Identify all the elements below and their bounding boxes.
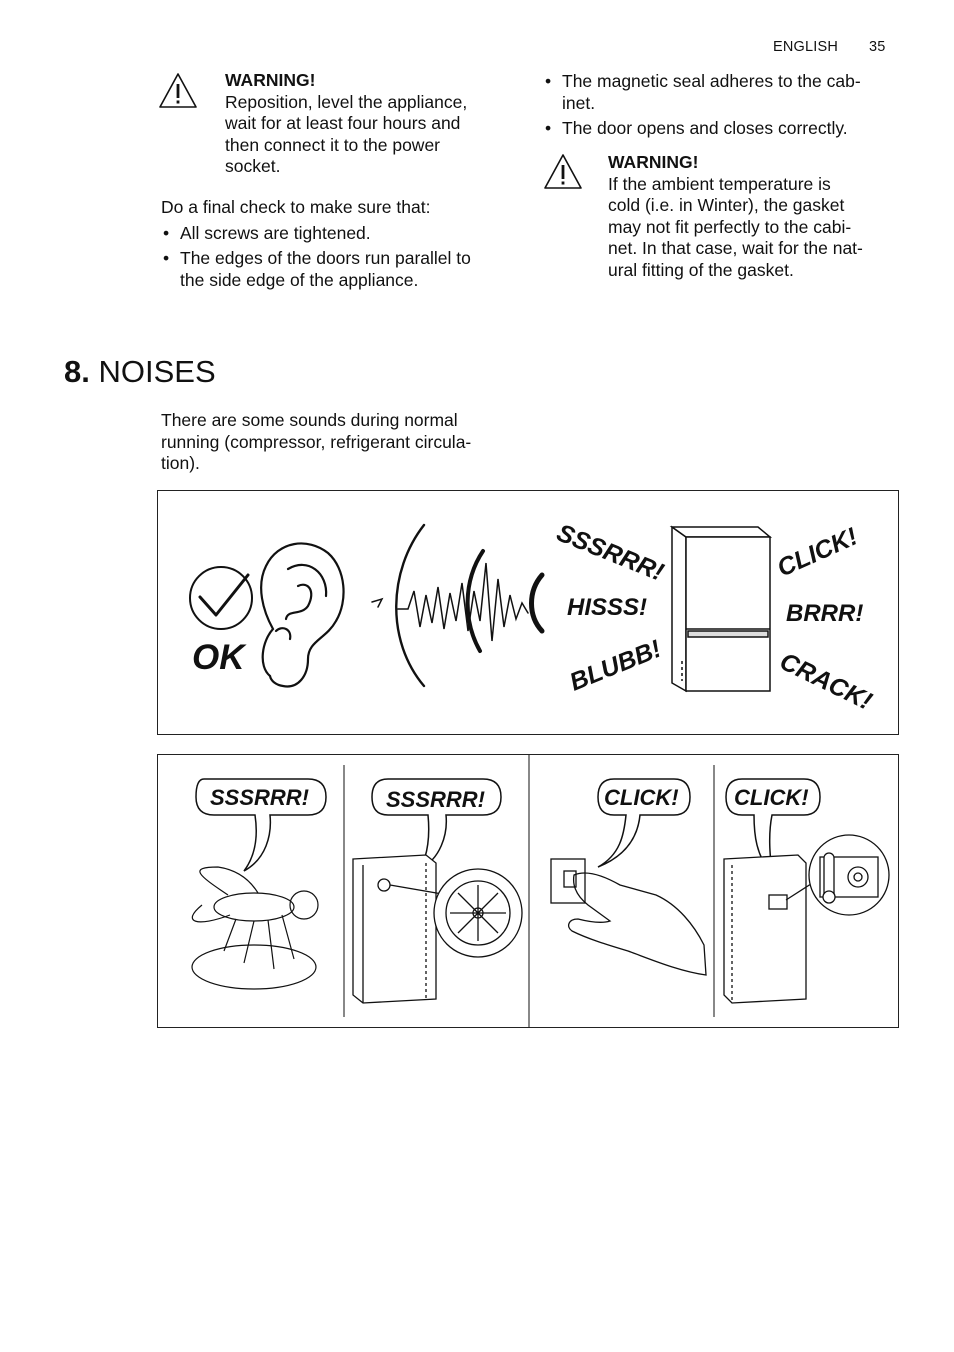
noises-illustration — [158, 491, 898, 734]
warning-icon — [543, 153, 583, 191]
list-item: • All screws are tightened. — [161, 223, 521, 245]
final-check-intro: Do a final check to make sure that: — [161, 197, 431, 217]
final-check-block — [161, 197, 521, 295]
sound-label: CRACK! — [775, 647, 877, 716]
bubble-label: SSSRRR! — [210, 785, 310, 810]
bubble-label: SSSRRR! — [386, 787, 486, 812]
warning-line: If the ambient temperature is — [608, 173, 831, 194]
warning-title: WARNING! — [608, 152, 699, 172]
warning-line: wait for at least four hours and — [225, 113, 461, 133]
sound-label: BRRR! — [786, 600, 864, 627]
warning-line: ural fitting of the gasket. — [608, 259, 794, 280]
warning-line: cold (i.e. in Winter), the gasket — [608, 195, 845, 215]
warning-line: then connect it to the power — [225, 134, 440, 155]
fridge-icon — [672, 527, 770, 691]
ear-icon — [261, 543, 343, 686]
warning-block-right — [608, 152, 908, 281]
list-item: • The magnetic seal adheres to the cab- inet. — [543, 71, 903, 114]
section-heading — [64, 354, 216, 390]
warning-line: net. In that case, wait for the nat- — [608, 238, 863, 258]
right-check-block — [543, 71, 903, 144]
sound-label: BLUBB! — [565, 634, 666, 697]
list-item: • The door opens and closes correctly. — [543, 118, 903, 140]
bubble-label: CLICK! — [604, 785, 679, 810]
body-line: There are some sounds during normal — [161, 410, 458, 430]
section-body — [161, 410, 521, 475]
body-line: running (compressor, refrigerant circula- — [161, 431, 472, 452]
right-check-list — [543, 71, 903, 140]
final-check-list — [161, 223, 521, 292]
warning-block-left — [225, 70, 515, 178]
switch-hand-icon — [551, 859, 706, 975]
section-number: 8. — [64, 354, 90, 389]
noises-figure-bottom — [157, 754, 899, 1028]
sound-label: HISSS! — [567, 594, 648, 621]
noise-sources-illustration — [158, 755, 898, 1027]
sound-label: SSSRRR! — [552, 518, 668, 587]
warning-line: Reposition, level the appliance, — [225, 91, 468, 112]
warning-line: may not fit perfectly to the cabi- — [608, 216, 852, 237]
sound-wave-icon — [372, 525, 542, 686]
fly-icon — [192, 867, 318, 989]
list-item: • The edges of the doors run parallel to the side edge of the appliance. — [161, 248, 521, 291]
fridge-fan-icon — [353, 855, 522, 1003]
ok-label: OK — [192, 638, 245, 677]
bubble-label: CLICK! — [734, 785, 809, 810]
fridge-thermostat-icon — [724, 835, 889, 1003]
warning-title: WARNING! — [225, 70, 316, 90]
check-icon — [190, 567, 252, 629]
language-label: ENGLISH — [773, 39, 839, 55]
noises-figure-top — [157, 490, 899, 735]
page-number: 35 — [869, 39, 886, 55]
warning-line: socket. — [225, 156, 281, 176]
body-line: tion). — [161, 453, 200, 473]
section-title: NOISES — [98, 354, 216, 389]
sound-label: CLICK! — [773, 522, 862, 583]
warning-icon — [158, 72, 198, 110]
